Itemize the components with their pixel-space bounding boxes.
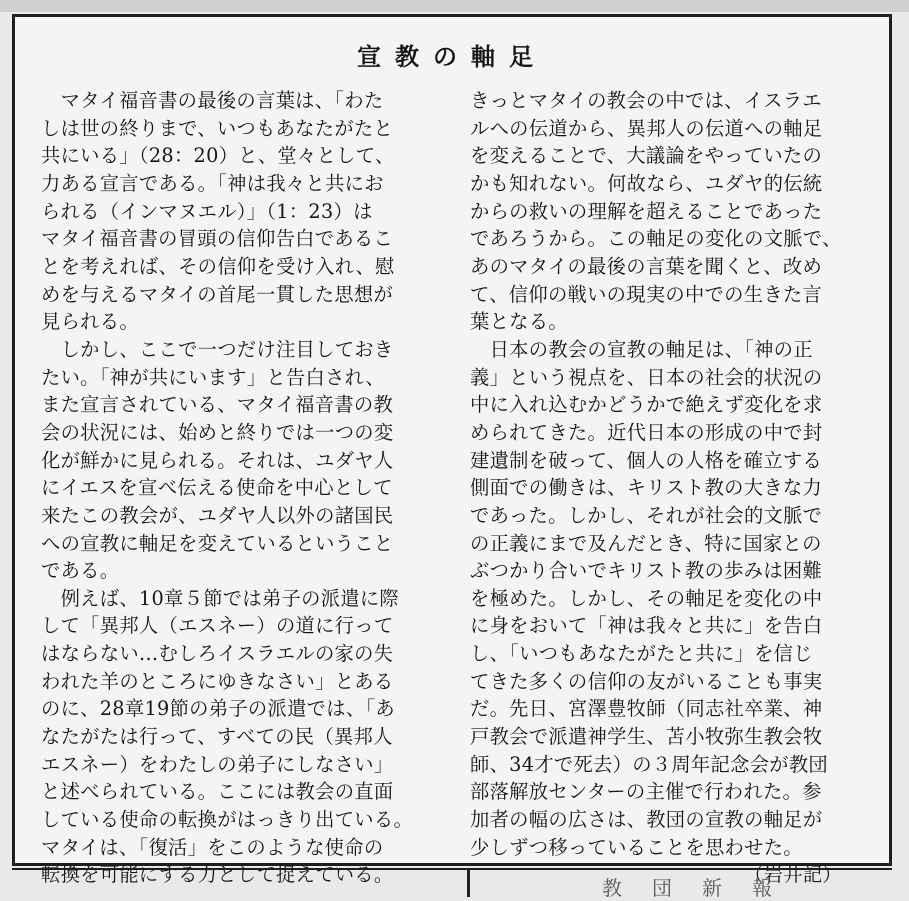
- text-line: ルへの伝道から、異邦人の伝道への軸足: [470, 116, 823, 140]
- text-line: エスネー）をわたしの弟子にしなさい」: [41, 752, 394, 776]
- text-line: 日本の教会の宣教の軸足は、「神の正: [470, 337, 813, 361]
- left-column: [41, 87, 439, 889]
- text-line: だ。先日、宮澤豊牧師（同志社卒業、神: [470, 697, 823, 721]
- text-line: 加者の幅の広さは、教団の宣教の軸足が: [470, 808, 823, 832]
- text-line: めを与えるマタイの首尾一貫した思想が: [41, 282, 394, 306]
- top-edge: [0, 0, 909, 12]
- text-line: 少しずつ移っていることを思わせた。: [470, 835, 803, 859]
- text-line: している使命の転換がはっきり出ている。: [41, 808, 414, 832]
- text-line: にイエスを宣べ伝える使命を中心として: [41, 476, 393, 500]
- text-line: 葉となる。: [470, 310, 568, 334]
- text-line: 見られる。: [41, 310, 139, 334]
- text-line: きっとマタイの教会の中では、イスラエ: [470, 89, 822, 112]
- article-title: 宣教の軸足: [357, 42, 547, 71]
- next-article-heading: 教団新報: [602, 876, 802, 900]
- text-line: しは世の終りまで、いつもあなたがたと: [41, 116, 394, 140]
- article-frame: [12, 14, 892, 887]
- text-line: 力ある宣言である。「神は我々と共にお: [41, 171, 384, 195]
- text-line: 側面での働きは、キリスト教の大きな力: [470, 476, 823, 500]
- text-line: に身をおいて「神は我々と共に」を告白: [470, 614, 823, 638]
- text-line: を極めた。しかし、その軸足を変化の中: [470, 586, 823, 610]
- signature: （岩井記）: [744, 863, 842, 887]
- text-line: あのマタイの最後の言葉を聞くと、改め: [470, 254, 823, 278]
- text-line: マタイ福音書の最後の言葉は、「わた: [41, 89, 384, 112]
- text-line: 戸教会で派遣神学生、苫小牧弥生教会牧: [470, 725, 823, 749]
- text-line: であった。しかし、それが社会的文脈で: [470, 503, 823, 527]
- text-line: かも知れない。何故なら、ユダヤ的伝統: [470, 171, 823, 195]
- text-line: られる（インマヌエル）」（1：23）は: [41, 199, 373, 223]
- text-line: と述べられている。ここには教会の直面: [41, 780, 394, 804]
- text-line: とを考えれば、その信仰を受け入れ、慰: [41, 254, 395, 278]
- text-line: 共にいる」（28：20）と、堂々として、: [41, 144, 395, 168]
- text-line: 転換を可能にする力として捉えている。: [41, 863, 394, 887]
- text-line: からの救いの理解を超えることであった: [470, 199, 823, 223]
- text-line: てきた多くの信仰の友がいることも事実: [470, 669, 823, 693]
- text-line: 義」という視点を、日本の社会的状況の: [470, 365, 823, 389]
- text-line: 中に入れ込むかどうかで絶えず変化を求: [470, 393, 823, 417]
- text-line: められてきた。近代日本の形成の中で封: [470, 420, 823, 444]
- text-line: 建遺制を破って、個人の人格を確立する: [470, 448, 823, 472]
- text-line: のに、28章19節の弟子の派遣では、「あ: [41, 697, 395, 721]
- text-line: であろうから。この軸足の変化の文脈で、: [470, 227, 842, 251]
- text-line: である。: [41, 559, 120, 583]
- text-line: はならない…むしろイスラエルの家の失: [41, 642, 394, 666]
- text-line: なたがたは行って、すべての民（異邦人: [41, 725, 393, 749]
- next-article-strip: [12, 868, 892, 900]
- text-line: の正義にまで及んだとき、特に国家との: [470, 531, 822, 555]
- text-line: ぶつかり合いでキリスト教の歩みは困難: [470, 559, 823, 583]
- text-line: 部落解放センターの主催で行われた。参: [470, 780, 822, 804]
- text-line: マタイは、「復活」をこのような使命の: [41, 835, 384, 859]
- text-line: 例えば、10章５節では弟子の派遣に際: [41, 586, 400, 610]
- text-line: しかし、ここで一つだけ注目しておき: [41, 337, 394, 361]
- text-line: し、「いつもあなたがたと共に」を信じ: [470, 642, 813, 666]
- text-line: して「異邦人（エスネー）の道に行って: [41, 614, 394, 638]
- column-divider: [467, 870, 470, 897]
- text-line: また宣言されている、マタイ福音書の教: [41, 393, 394, 417]
- text-line: 化が鮮かに見られる。それは、ユダヤ人: [41, 448, 394, 472]
- text-line: て、信仰の戦いの現実の中での生きた言: [470, 282, 823, 306]
- text-line: たい。「神が共にいます」と告白され、: [41, 365, 385, 389]
- text-line: 師、34才で死去）の３周年記念会が教団: [470, 752, 829, 776]
- text-line: マタイ福音書の冒頭の信仰告白であるこ: [41, 227, 394, 251]
- text-line: への宣教に軸足を変えているということ: [41, 531, 394, 555]
- text-line: 来たこの教会が、ユダヤ人以外の諸国民: [41, 503, 394, 527]
- text-line: 会の状況には、始めと終りでは一つの変: [41, 420, 394, 444]
- text-line: を変えることで、大議論をやっていたの: [470, 144, 823, 168]
- text-line: われた羊のところにゆきなさい」とある: [41, 669, 394, 693]
- right-column: [470, 87, 868, 889]
